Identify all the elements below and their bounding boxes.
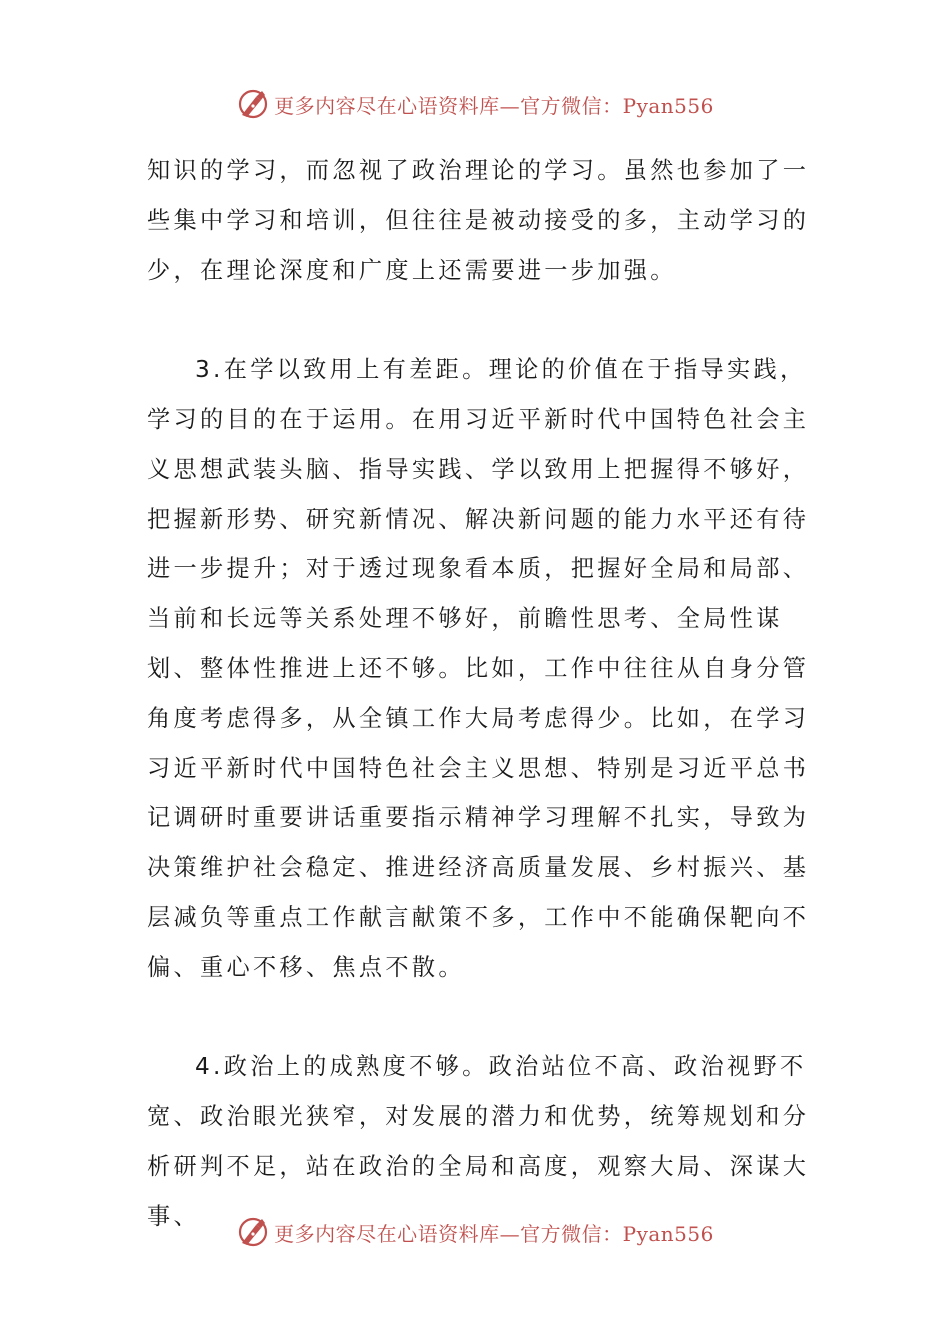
paragraph-3: 4.政治上的成熟度不够。政治站位不高、政治视野不宽、政治眼光狭窄，对发展的潜力和优势，统筹规划和分析研判不足，站在政治的全局和高度，观察大局、深谋大事、 — [147, 1053, 810, 1230]
document-body — [147, 146, 812, 1242]
paragraph-gap — [147, 993, 812, 1043]
pen-nib-logo-icon — [236, 87, 270, 121]
footer-watermark — [0, 1212, 950, 1252]
header-watermark-text: 更多内容尽在心语资料库—官方微信：Pyan556 — [274, 93, 714, 118]
header-watermark — [0, 84, 950, 124]
paragraph-gap — [147, 295, 812, 345]
paragraph-2: 3.在学以致用上有差距。理论的价值在于指导实践，学习的目的在于运用。在用习近平新时代中国特色社会主义思想武装头脑、指导实践、学以致用上把握得不够好，把握新形势、研究新情况、解决新问题的能力水平还有待进一步提升；对于透过现象看本质，把握好全局和局部、当前和长远等关系处理不够好，前瞻性思考、全局性谋划、整体性推进上还不够。比如，工作中往往从自身分管角度考虑得多，从全镇工作大局考虑得少。比如，在学习习近平新时代中国特色社会主义思想、特别是习近平总书记调研时重要讲话重要指示精神学习理解不扎实，导致为决策维护社会稳定、推进经济高质量发展、乡村振兴、基层减负等重点工作献言献策不多，工作中不能确保靶向不偏、重心不移、焦点不散。 — [147, 356, 810, 981]
footer-watermark-text: 更多内容尽在心语资料库—官方微信：Pyan556 — [274, 1221, 714, 1246]
pen-nib-logo-icon — [236, 1215, 270, 1249]
paragraph-1: 知识的学习，而忽视了政治理论的学习。虽然也参加了一些集中学习和培训，但往往是被动接受的多，主动学习的少，在理论深度和广度上还需要进一步加强。 — [147, 157, 810, 284]
